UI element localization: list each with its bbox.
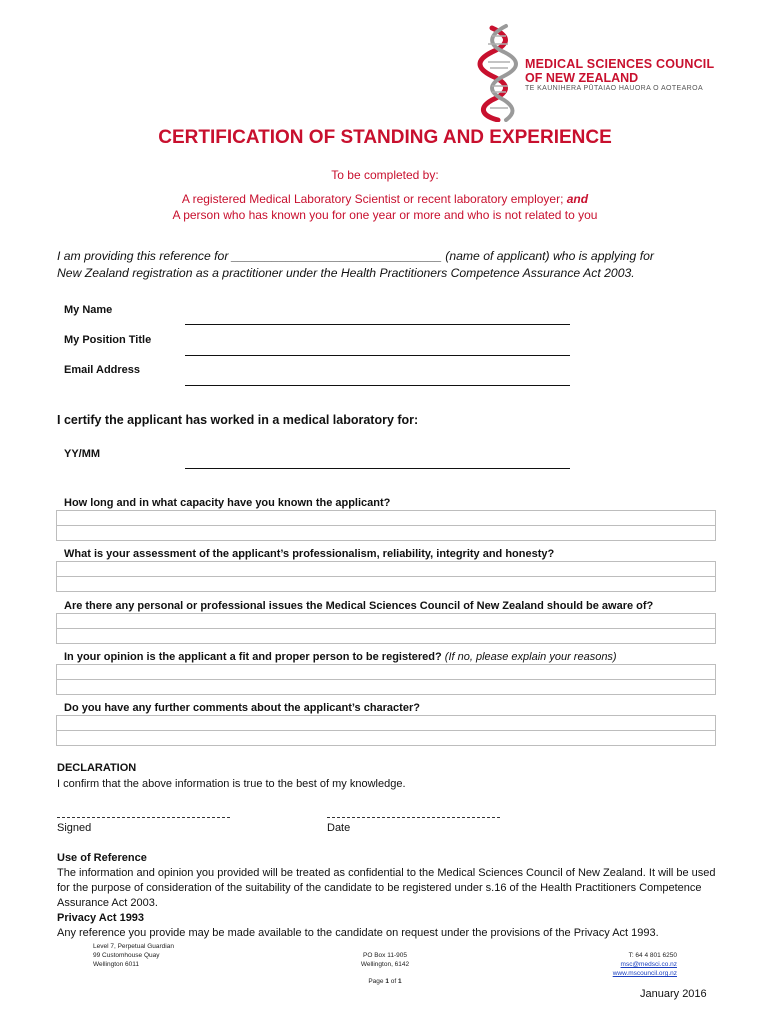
answer-box-4[interactable]: [56, 664, 716, 695]
privacy-act-heading: Privacy Act 1993: [57, 912, 145, 924]
page-title: CERTIFICATION OF STANDING AND EXPERIENCE: [158, 127, 612, 148]
footer-phone: T: 64 4 801 6250: [628, 952, 677, 959]
who-line1-text: A registered Medical Laboratory Scientist or recent laboratory employer;: [181, 192, 564, 206]
position-field[interactable]: [185, 355, 570, 356]
signature-field[interactable]: [57, 817, 230, 818]
question-2: What is your assessment of the applicant’s professionalism, reliability, integrity and honesty?: [64, 548, 555, 560]
page-of-label: of: [390, 978, 397, 985]
intro-line1: I am providing this reference for _______________________________ (name of applicant) who is applying for: [57, 249, 654, 263]
use-of-reference-text: The information and opinion you provided will be treated as confidential to the Medical Sciences Council of New Zealand. It will be used for the purpose of consideration of the suitability of the candidate to be registered under s.16 of the Health Practitioners Competence Assurance Act 2003.: [57, 867, 716, 909]
logo-text-line2: OF NEW ZEALAND: [525, 71, 639, 85]
footer-contact: [580, 951, 677, 978]
question-5: Do you have any further comments about the applicant’s character?: [64, 702, 420, 714]
page-label: Page: [368, 978, 384, 985]
yymm-label: YY/MM: [64, 448, 101, 460]
declaration-text: I confirm that the above information is true to the best of my knowledge.: [57, 778, 406, 790]
intro-line2: New Zealand registration as a practitioner under the Health Practitioners Competence Assurance Act 2003.: [57, 266, 635, 280]
question-4: [64, 651, 617, 663]
question-4-note: (If no, please explain your reasons): [444, 651, 617, 663]
email-field[interactable]: [185, 385, 570, 386]
question-1: How long and in what capacity have you known the applicant?: [64, 497, 391, 509]
page-total: 1: [398, 978, 402, 985]
footer-addr-line3: Wellington 6011: [93, 961, 140, 968]
position-label: My Position Title: [64, 334, 152, 346]
answer-box-5[interactable]: [56, 715, 716, 746]
use-of-reference-heading: Use of Reference: [57, 852, 147, 864]
intro-paragraph: [57, 248, 737, 282]
certify-heading: I certify the applicant has worked in a medical laboratory for:: [57, 413, 419, 427]
footer-street-address: [93, 942, 174, 969]
declaration-heading: DECLARATION: [57, 762, 137, 774]
answer-box-2[interactable]: [56, 561, 716, 592]
date-field[interactable]: [327, 817, 500, 818]
footer-addr-line2: 99 Customhouse Quay: [93, 952, 160, 959]
footer-po-line2: Wellington, 6142: [360, 961, 410, 968]
footer-po-box: [330, 951, 440, 969]
logo-text-line1: MEDICAL SCIENCES COUNCIL: [525, 57, 715, 71]
answer-box-1[interactable]: [56, 510, 716, 541]
answer-box-3[interactable]: [56, 613, 716, 644]
date-label: Date: [327, 822, 351, 834]
privacy-act-text: Any reference you provide may be made available to the candidate on request under the provisions of the Privacy Act 1993.: [57, 927, 659, 939]
who-line2: A person who has known you for one year or more and who is not related to you: [172, 208, 598, 222]
yymm-field[interactable]: [185, 468, 570, 469]
who-line1: [0, 192, 770, 206]
my-name-label: My Name: [64, 304, 113, 316]
page-number: [330, 977, 440, 986]
signed-label: Signed: [57, 822, 92, 834]
footer-web-link[interactable]: www.mscouncil.org.nz: [612, 970, 677, 977]
who-and-text: and: [566, 192, 589, 206]
footer-date: January 2016: [640, 988, 707, 1000]
my-name-field[interactable]: [185, 324, 570, 325]
footer-addr-line1: Level 7, Perpetual Guardian: [93, 943, 174, 950]
email-label: Email Address: [64, 364, 141, 376]
footer-email-link[interactable]: msc@medsci.co.nz: [620, 961, 677, 968]
question-4-text: In your opinion is the applicant a fit and proper person to be registered?: [64, 651, 442, 663]
dna-helix-icon: [470, 22, 530, 122]
logo-text-line3: TE KAUNIHERA PŪTAIAO HAUORA O AOTEAROA: [525, 85, 704, 92]
page-current: 1: [385, 978, 389, 985]
footer-po-line1: PO Box 11-905: [363, 952, 407, 959]
question-3: Are there any personal or professional issues the Medical Sciences Council of New Zealand should be aware of?: [64, 600, 654, 612]
to-complete-text: To be completed by:: [331, 168, 439, 182]
use-of-reference-section: [57, 851, 719, 941]
